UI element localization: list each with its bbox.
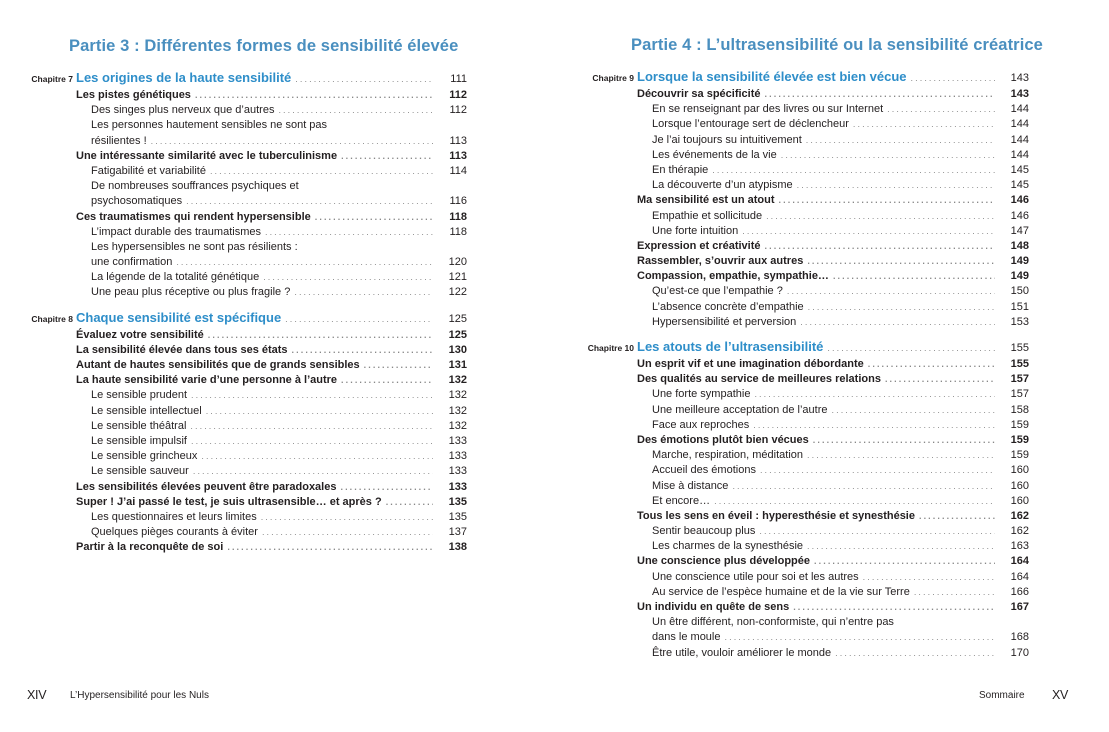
- dot-leader: [827, 339, 995, 357]
- entry-title: Quelques pièges courants à éviter: [91, 525, 262, 540]
- page-ref: 150: [1010, 285, 1029, 298]
- subsection-entry[interactable]: [585, 539, 1029, 554]
- dot-leader: [714, 494, 995, 509]
- page-ref: 144: [1010, 133, 1029, 146]
- subsection-entry[interactable]: [585, 494, 1029, 509]
- page-ref: 166: [1010, 585, 1029, 598]
- page-ref: 155: [1010, 358, 1029, 370]
- entry-title: Une meilleure acceptation de l’autre: [652, 403, 832, 418]
- entry-title: résilientes !: [91, 134, 151, 149]
- subsection-entry[interactable]: [585, 178, 1029, 193]
- subsection-entry[interactable]: [585, 479, 1029, 494]
- subsection-entry[interactable]: [585, 209, 1029, 224]
- entry-title: Les charmes de la synesthésie: [652, 539, 807, 554]
- entry-title: Les événements de la vie: [652, 148, 781, 163]
- entry-title: La découverte d’un atypisme: [652, 178, 797, 193]
- entry-title: Ma sensibilité est un atout: [637, 193, 779, 208]
- page-ref: 113: [449, 134, 467, 147]
- chapter-heading[interactable]: [585, 338, 1029, 356]
- page-ref: 143: [1010, 72, 1029, 84]
- page-ref: 131: [448, 359, 467, 371]
- entry-title: Fatigabilité et variabilité: [91, 164, 210, 179]
- page-ref: 114: [449, 164, 467, 177]
- page-ref: 120: [448, 256, 467, 269]
- subsection-entry[interactable]: [585, 387, 1029, 402]
- entry-title: Sentir beaucoup plus: [652, 524, 759, 539]
- page-ref: 148: [1010, 239, 1029, 252]
- page-ref: 144: [1010, 118, 1029, 131]
- running-title: Sommaire: [979, 690, 1025, 701]
- entry-title: Une conscience plus développée: [637, 554, 814, 569]
- section-entry[interactable]: [24, 343, 467, 358]
- subsection-entry[interactable]: [24, 270, 467, 285]
- dot-leader: [766, 209, 995, 224]
- dot-leader: [364, 358, 433, 373]
- dot-leader: [262, 525, 433, 540]
- page-ref: 132: [448, 374, 467, 387]
- page-ref: 112: [449, 104, 467, 117]
- page-ref: 151: [1010, 300, 1029, 313]
- entry-title: Super ! J’ai passé le test, je suis ultrasensible… et après ?: [76, 495, 386, 510]
- section-entry[interactable]: [24, 328, 467, 343]
- dot-leader: [265, 225, 433, 240]
- entry-title: dans le moule: [652, 630, 725, 645]
- entry-title: Une intéressante similarité avec le tuberculinisme: [76, 149, 341, 164]
- subsection-entry[interactable]: [585, 646, 1029, 661]
- page-ref: 144: [1010, 148, 1029, 161]
- chapter-title: Les origines de la haute sensibilité: [76, 70, 292, 85]
- chapter-number: Chapitre 7: [31, 74, 73, 84]
- entry-title: Le sensible impulsif: [91, 434, 191, 449]
- entry-title: Ces traumatismes qui rendent hypersensible: [76, 210, 315, 225]
- dot-leader: [765, 239, 995, 254]
- dot-leader: [176, 255, 433, 270]
- subsection-entry[interactable]: [24, 434, 467, 449]
- entry-title: Partir à la reconquête de soi: [76, 540, 227, 555]
- dot-leader: [191, 434, 433, 449]
- chapter-spacer: [585, 330, 1029, 338]
- entry-title: De nombreuses souffrances psychiques et: [91, 179, 303, 194]
- entry-title: Mise à distance: [652, 479, 732, 494]
- page-ref: 162: [1010, 525, 1029, 538]
- page-ref: 111: [450, 73, 467, 85]
- subsection-entry[interactable]: [24, 419, 467, 434]
- entry-title: Le sensible sauveur: [91, 464, 193, 479]
- running-title: L’Hypersensibilité pour les Nuls: [70, 690, 209, 701]
- dot-leader: [808, 300, 995, 315]
- entry-title: Et encore…: [652, 494, 714, 509]
- entry-title: Une forte sympathie: [652, 387, 754, 402]
- section-entry[interactable]: [585, 193, 1029, 208]
- entry-title: Face aux reproches: [652, 418, 753, 433]
- entry-title: Le sensible théâtral: [91, 419, 190, 434]
- dot-leader: [340, 480, 433, 495]
- dot-leader: [911, 69, 995, 87]
- entry-title: psychosomatiques: [91, 194, 186, 209]
- entry-title: Découvrir sa spécificité: [637, 87, 765, 102]
- dot-leader: [781, 148, 995, 163]
- section-entry[interactable]: [585, 509, 1029, 524]
- section-entry[interactable]: [585, 254, 1029, 269]
- page-ref: 121: [448, 271, 467, 284]
- right-page: [554, 0, 1109, 732]
- page-ref: 168: [1010, 631, 1029, 644]
- subsection-entry[interactable]: [24, 134, 467, 149]
- dot-leader: [868, 357, 995, 372]
- dot-leader: [760, 463, 995, 478]
- page-ref: 144: [1010, 103, 1029, 116]
- dot-leader: [294, 285, 433, 300]
- page-ref: 160: [1010, 464, 1029, 477]
- dot-leader: [754, 387, 995, 402]
- subsection-entry[interactable]: [585, 163, 1029, 178]
- subsection-entry[interactable]: [585, 300, 1029, 315]
- dot-leader: [765, 87, 995, 102]
- entry-title: Le sensible prudent: [91, 388, 191, 403]
- dot-leader: [887, 102, 995, 117]
- page-ref: 133: [448, 480, 467, 493]
- dot-leader: [914, 585, 995, 600]
- section-entry[interactable]: [585, 87, 1029, 102]
- entry-title: Accueil des émotions: [652, 463, 760, 478]
- subsection-entry[interactable]: [24, 194, 467, 209]
- subsection-entry[interactable]: [24, 255, 467, 270]
- subsection-entry[interactable]: [585, 463, 1029, 478]
- dot-leader: [806, 133, 995, 148]
- section-entry[interactable]: [585, 433, 1029, 448]
- subsection-entry[interactable]: [24, 510, 467, 525]
- dot-leader: [190, 419, 433, 434]
- entry-title: En se renseignant par des livres ou sur Internet: [652, 102, 887, 117]
- entry-title: Des qualités au service de meilleures relations: [637, 372, 885, 387]
- dot-leader: [261, 510, 433, 525]
- entry-title: Le sensible grincheux: [91, 449, 201, 464]
- page-ref: 159: [1010, 449, 1029, 462]
- chapter-title: Chaque sensibilité est spécifique: [76, 309, 282, 325]
- dot-leader: [315, 210, 433, 225]
- subsection-entry[interactable]: [585, 585, 1029, 600]
- entry-title: Empathie et sollicitude: [652, 209, 766, 224]
- dot-leader: [341, 373, 433, 388]
- page-ref: 157: [1010, 388, 1029, 401]
- chapter-spacer: [24, 301, 467, 309]
- section-entry[interactable]: [585, 600, 1029, 615]
- dot-leader: [753, 418, 995, 433]
- page-ref: 147: [1010, 224, 1029, 237]
- subsection-entry[interactable]: [24, 404, 467, 419]
- subsection-entry[interactable]: [585, 570, 1029, 585]
- dot-leader: [807, 539, 995, 554]
- page-number: XIV: [27, 688, 47, 702]
- toc-left: [24, 69, 467, 555]
- subsection-entry[interactable]: [24, 103, 467, 118]
- section-entry[interactable]: [24, 88, 467, 103]
- dot-leader: [725, 630, 996, 645]
- dot-leader: [278, 103, 433, 118]
- subsection-entry[interactable]: [24, 449, 467, 464]
- entry-title: La sensibilité élevée dans tous ses états: [76, 343, 292, 358]
- entry-title: Les pistes génétiques: [76, 88, 195, 103]
- dot-leader: [833, 269, 995, 284]
- entry-title: Compassion, empathie, sympathie…: [637, 269, 833, 284]
- subsection-entry[interactable]: [585, 148, 1029, 163]
- page-number: XV: [1052, 688, 1069, 702]
- entry-title: L’impact durable des traumatismes: [91, 225, 265, 240]
- entry-title: Les questionnaires et leurs limites: [91, 510, 261, 525]
- page-ref: 122: [448, 286, 467, 299]
- page-ref: 164: [1010, 570, 1029, 583]
- subsection-entry[interactable]: [24, 225, 467, 240]
- entry-title: Évaluez votre sensibilité: [76, 328, 208, 343]
- entry-title: Au service de l’espèce humaine et de la vie sur Terre: [652, 585, 914, 600]
- dot-leader: [285, 310, 433, 328]
- page-ref: 132: [448, 389, 467, 402]
- chapter-number: Chapitre 10: [587, 343, 634, 353]
- dot-leader: [759, 524, 995, 539]
- subsection-entry[interactable]: [24, 179, 467, 194]
- page-ref: 118: [449, 225, 467, 238]
- chapter-number: Chapitre 9: [592, 73, 634, 83]
- entry-title: Hypersensibilité et perversion: [652, 315, 800, 330]
- subsection-entry[interactable]: [585, 615, 1029, 630]
- subsection-entry[interactable]: [24, 464, 467, 479]
- page-ref: 113: [449, 149, 467, 162]
- dot-leader: [295, 70, 433, 88]
- chapter-number: Chapitre 8: [31, 313, 73, 324]
- page-ref: 133: [448, 434, 467, 447]
- page-ref: 133: [448, 450, 467, 463]
- entry-title: Une forte intuition: [652, 224, 742, 239]
- toc-right: [585, 68, 1029, 661]
- section-entry[interactable]: [585, 372, 1029, 387]
- entry-title: L’absence concrète d’empathie: [652, 300, 808, 315]
- entry-title: Un être différent, non-conformiste, qui n’entre pas: [652, 615, 898, 630]
- page-ref: 160: [1010, 494, 1029, 507]
- entry-title: Les hypersensibles ne sont pas résilients :: [91, 240, 302, 255]
- page-ref: 133: [448, 465, 467, 478]
- page-ref: 125: [448, 328, 467, 341]
- page-ref: 145: [1010, 179, 1029, 192]
- dot-leader: [227, 540, 433, 555]
- section-entry[interactable]: [585, 239, 1029, 254]
- dot-leader: [732, 479, 995, 494]
- subsection-entry[interactable]: [585, 448, 1029, 463]
- subsection-entry[interactable]: [24, 525, 467, 540]
- entry-title: Des émotions plutôt bien vécues: [637, 433, 813, 448]
- page-ref: 170: [1010, 646, 1029, 659]
- section-entry[interactable]: [585, 357, 1029, 372]
- entry-title: Les sensibilités élevées peuvent être paradoxales: [76, 480, 340, 495]
- dot-leader: [779, 193, 995, 208]
- section-entry[interactable]: [24, 540, 467, 555]
- dot-leader: [208, 328, 433, 343]
- dot-leader: [853, 117, 995, 132]
- entry-title: En thérapie: [652, 163, 712, 178]
- page-ref: 145: [1010, 163, 1029, 176]
- entry-title: Des singes plus nerveux que d’autres: [91, 103, 278, 118]
- page-ref: 132: [448, 404, 467, 417]
- dot-leader: [341, 149, 433, 164]
- subsection-entry[interactable]: [24, 285, 467, 300]
- subsection-entry[interactable]: [585, 224, 1029, 239]
- subsection-entry[interactable]: [24, 388, 467, 403]
- dot-leader: [201, 449, 433, 464]
- dot-leader: [832, 403, 996, 418]
- page-ref: 146: [1010, 194, 1029, 207]
- subsection-entry[interactable]: [24, 240, 467, 255]
- page-ref: 138: [448, 541, 467, 554]
- page-ref: 157: [1010, 373, 1029, 386]
- page-ref: 143: [1010, 88, 1029, 100]
- page-ref: 112: [449, 89, 467, 101]
- dot-leader: [835, 646, 995, 661]
- dot-leader: [814, 554, 995, 569]
- dot-leader: [210, 164, 433, 179]
- page-ref: 155: [1010, 342, 1029, 354]
- subsection-entry[interactable]: [585, 102, 1029, 117]
- dot-leader: [386, 495, 433, 510]
- section-entry[interactable]: [24, 480, 467, 495]
- section-entry[interactable]: [24, 358, 467, 373]
- subsection-entry[interactable]: [585, 315, 1029, 330]
- section-entry[interactable]: [24, 373, 467, 388]
- dot-leader: [292, 343, 433, 358]
- entry-title: Une peau plus réceptive ou plus fragile ?: [91, 285, 294, 300]
- dot-leader: [919, 509, 995, 524]
- dot-leader: [195, 88, 433, 103]
- dot-leader: [793, 600, 995, 615]
- entry-title: Rassembler, s’ouvrir aux autres: [637, 254, 807, 269]
- entry-title: Les personnes hautement sensibles ne sont pas: [91, 118, 331, 133]
- page-ref: 160: [1010, 479, 1029, 492]
- entry-title: Qu’est-ce que l’empathie ?: [652, 284, 787, 299]
- subsection-entry[interactable]: [585, 117, 1029, 132]
- dot-leader: [712, 163, 995, 178]
- chapter-heading[interactable]: [24, 69, 467, 87]
- page-ref: 125: [448, 312, 467, 325]
- subsection-entry[interactable]: [585, 284, 1029, 299]
- subsection-entry[interactable]: [585, 133, 1029, 148]
- page-ref: 163: [1010, 540, 1029, 553]
- entry-title: Marche, respiration, méditation: [652, 448, 807, 463]
- section-entry[interactable]: [585, 269, 1029, 284]
- dot-leader: [813, 433, 995, 448]
- entry-title: Autant de hautes sensibilités que de grands sensibles: [76, 358, 364, 373]
- dot-leader: [151, 134, 433, 149]
- entry-title: Tous les sens en éveil : hyperesthésie et synesthésie: [637, 509, 919, 524]
- dot-leader: [797, 178, 995, 193]
- page-ref: 149: [1010, 255, 1029, 268]
- dot-leader: [787, 284, 995, 299]
- entry-title: Être utile, vouloir améliorer le monde: [652, 646, 835, 661]
- subsection-entry[interactable]: [24, 164, 467, 179]
- dot-leader: [800, 315, 995, 330]
- page-ref: 149: [1010, 270, 1029, 283]
- dot-leader: [193, 464, 433, 479]
- entry-title: Le sensible intellectuel: [91, 404, 206, 419]
- page-ref: 167: [1010, 601, 1029, 613]
- dot-leader: [191, 388, 433, 403]
- entry-title: Lorsque l’entourage sert de déclencheur: [652, 117, 853, 132]
- part-title: Partie 4 : L’ultrasensibilité ou la sensibilité créatrice: [631, 36, 1043, 54]
- entry-title: Une conscience utile pour soi et les autres: [652, 570, 863, 585]
- page-ref: 137: [448, 526, 467, 539]
- entry-title: Expression et créativité: [637, 239, 765, 254]
- section-entry[interactable]: [24, 210, 467, 225]
- page-ref: 146: [1010, 209, 1029, 222]
- page-ref: 158: [1010, 403, 1029, 416]
- page-ref: 159: [1010, 418, 1029, 431]
- page-ref: 159: [1010, 433, 1029, 446]
- section-entry[interactable]: [585, 554, 1029, 569]
- dot-leader: [206, 404, 433, 419]
- chapter-title: Lorsque la sensibilité élevée est bien vécue: [637, 69, 907, 84]
- entry-title: Je l’ai toujours su intuitivement: [652, 133, 806, 148]
- subsection-entry[interactable]: [585, 418, 1029, 433]
- dot-leader: [263, 270, 433, 285]
- page-ref: 118: [449, 210, 467, 223]
- dot-leader: [863, 570, 995, 585]
- chapter-title: Les atouts de l’ultrasensibilité: [637, 339, 824, 354]
- page-ref: 116: [449, 195, 467, 208]
- entry-title: La haute sensibilité varie d’une personne à l’autre: [76, 373, 341, 388]
- section-entry[interactable]: [24, 149, 467, 164]
- dot-leader: [186, 194, 433, 209]
- dot-leader: [807, 254, 995, 269]
- subsection-entry[interactable]: [585, 630, 1029, 645]
- part-title: Partie 3 : Différentes formes de sensibilité élevée: [69, 37, 459, 55]
- section-entry[interactable]: [24, 495, 467, 510]
- subsection-entry[interactable]: [585, 524, 1029, 539]
- page-ref: 132: [448, 419, 467, 432]
- dot-leader: [742, 224, 995, 239]
- page-ref: 162: [1010, 509, 1029, 522]
- subsection-entry[interactable]: [585, 403, 1029, 418]
- subsection-entry[interactable]: [24, 118, 467, 133]
- page-ref: 153: [1010, 315, 1029, 328]
- page-ref: 135: [448, 510, 467, 523]
- left-page: [0, 0, 554, 732]
- page-ref: 164: [1010, 555, 1029, 568]
- page-ref: 135: [448, 495, 467, 508]
- page-ref: 130: [448, 343, 467, 356]
- entry-title: Un esprit vif et une imagination débordante: [637, 357, 868, 372]
- entry-title: une confirmation: [91, 255, 176, 270]
- dot-leader: [807, 448, 995, 463]
- chapter-heading[interactable]: [24, 309, 467, 327]
- entry-title: La légende de la totalité génétique: [91, 270, 263, 285]
- dot-leader: [885, 372, 995, 387]
- chapter-heading[interactable]: [585, 68, 1029, 86]
- entry-title: Un individu en quête de sens: [637, 600, 793, 615]
